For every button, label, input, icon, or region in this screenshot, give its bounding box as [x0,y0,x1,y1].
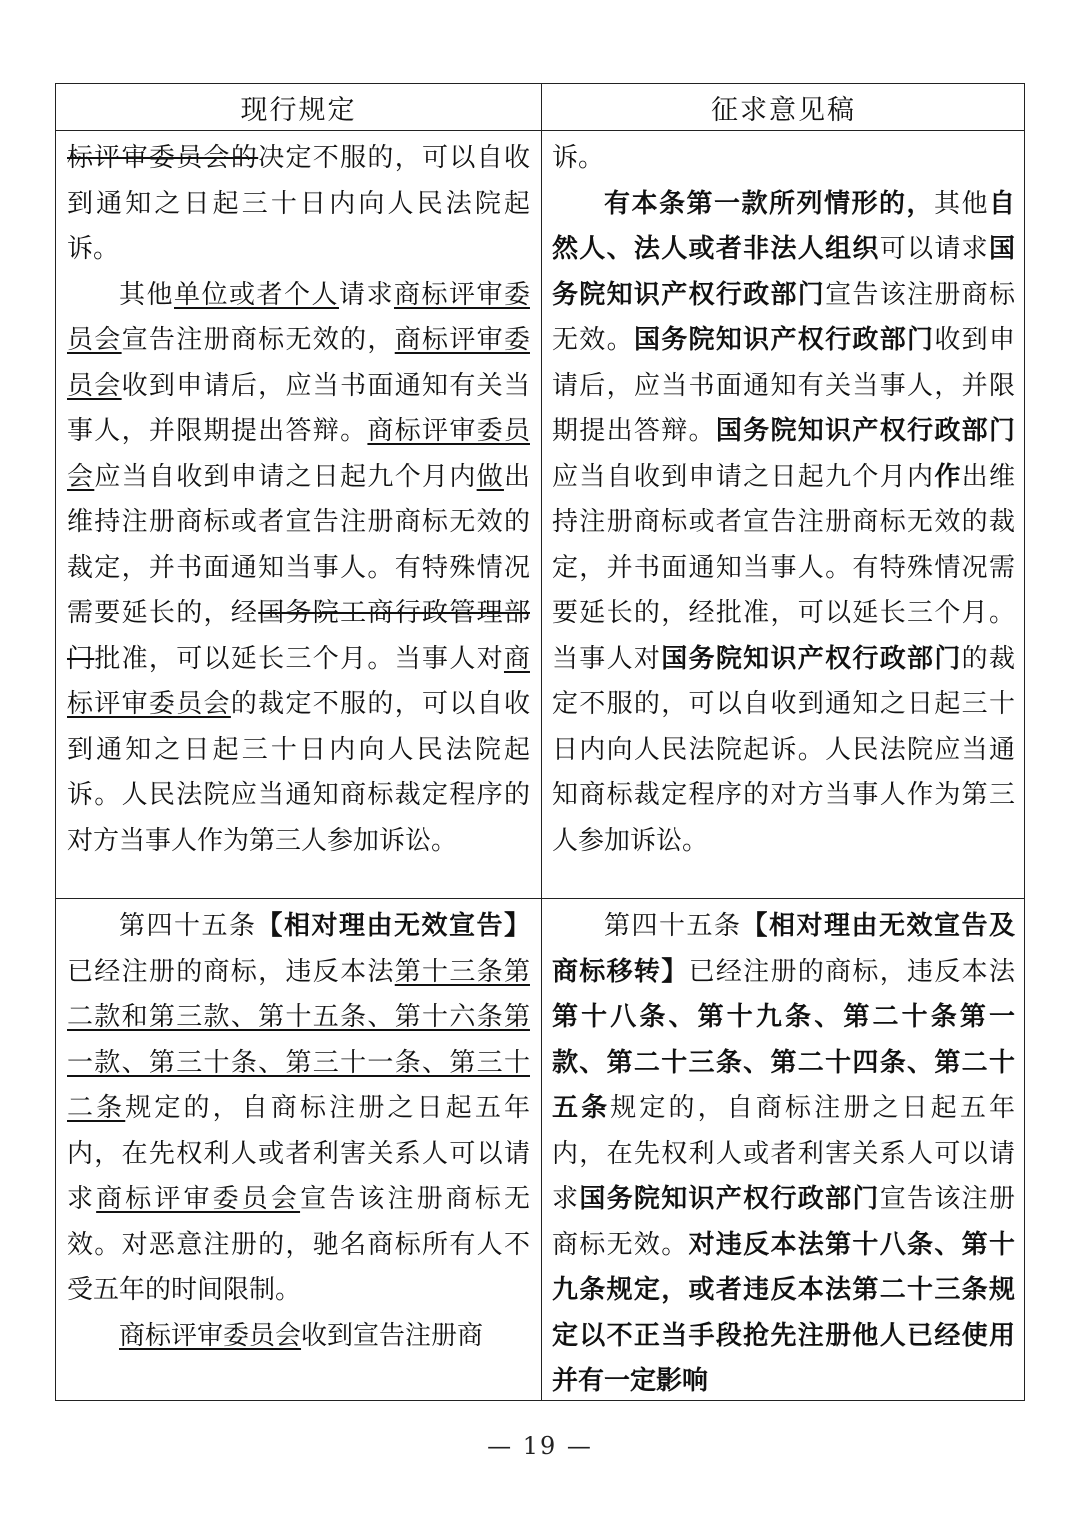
underlined-text: 做 [476,461,504,492]
bold-text: 国务院知识产权行政部门 [579,1184,880,1214]
paragraph [67,136,530,273]
paragraph [67,273,530,865]
bold-text: 【相对理由无效宣告】 [256,911,530,941]
text-run: 的裁定不服的，可以自收到通知之日起三十日内向人民法院起诉。人民法院应当通知商标裁定程序的对方当事人作为第三人参加诉讼。 [67,689,530,856]
row-divider [56,898,1024,899]
deleted-text: 国务院工商行政管理部门 [67,598,530,674]
underlined-text: 单位或者个人 [174,279,339,310]
bold-text: 国务院知识产权行政部门 [715,416,1015,446]
underlined-text: 第十三条第二款和第三款、第十五条、第十六条第一款、第三十条、第三十一条、第三十二条 [67,956,530,1123]
paragraph [67,904,530,1314]
header-current-rules: 现行规定 [240,94,357,126]
text-run: 已经注册的商标，违反本法 [67,956,395,987]
bold-text: 作 [934,461,962,492]
text-run: 应当自收到申请之日起九个月内 [552,461,935,492]
underlined-text: 商标评审委员会 [67,643,530,719]
bold-text: 自然人、法人或者非法人组织 [552,188,1015,264]
text-run: 宣告该注册商标无效。 [552,279,1015,355]
text-run: 出维持注册商标或者宣告注册商标无效的裁定，并书面通知当事人。有特殊情况需要延长的，经批准，可以延长三个月。当事人对 [552,461,1015,674]
row2-current-cell [67,904,530,1400]
column-divider [541,84,542,1400]
row1-current-cell [67,136,530,896]
underlined-text: 商标评审委员会 [96,1184,301,1214]
row1-draft-cell [552,136,1015,896]
underlined-text: 商标评审委员会 [119,1320,302,1351]
text-run: 收到宣告注册商 [301,1320,484,1351]
header-draft: 征求意见稿 [711,94,856,126]
bold-text: 国务院知识产权行政部门 [633,325,935,355]
paragraph [552,136,1015,182]
paragraph [552,904,1015,1400]
paragraph [552,182,1015,865]
row2-draft-cell [552,904,1015,1400]
text-run: 宣告该注册商标无效。对恶意注册的，驰名商标所有人不受五年的时间限制。 [67,1184,530,1305]
header-divider [56,130,1024,131]
underlined-text: 商标评审委员会 [67,416,530,492]
text-run: 其他 [119,279,174,310]
text-run: 请求 [338,279,394,310]
text-run: 宣告该注册商标无效。 [552,1184,1015,1260]
text-run: 收到申请后，应当书面通知有关当事人，并限期提出答辩。 [552,325,1015,446]
bold-text: 国务院知识产权行政部门 [661,643,962,674]
text-run: 规定的，自商标注册之日起五年内，在先权利人或者利害关系人可以请求 [67,1093,530,1214]
page-number: — 19 — [487,1432,593,1460]
text-run: 诉。 [552,143,605,173]
text-run: 应当自收到申请之日起九个月内 [94,461,477,492]
text-run: 已经注册的商标，违反本法 [688,956,1015,987]
paragraph [67,1314,530,1360]
bold-text: 国务院知识产权行政部门 [552,234,1015,310]
bold-text: 【相对理由无效宣告及商标移转】 [552,911,1015,987]
text-run: 宣告注册商标无效的， [121,325,395,355]
underlined-text: 商标评审委员会 [67,325,530,401]
text-run: 规定的，自商标注册之日起五年内，在先权利人或者利害关系人可以请求 [552,1093,1015,1214]
underlined-text: 商标评审委员会 [67,279,530,355]
text-run: 批准，可以延长三个月。当事人对 [94,643,504,674]
text-run: 决定不服的，可以自收到通知之日起三十日内向人民法院起诉。 [67,143,530,264]
text-run: 收到申请后，应当书面通知有关当事人，并限期提出答辩。 [67,370,530,446]
bold-text: 有本条第一款所列情形的， [604,188,934,219]
text-run: 第四十五条 [604,911,742,941]
bold-text: 第十八条、第十九条、第二十条第一款、第二十三条、第二十四条、第二十五条 [552,1002,1015,1123]
text-run: 出维持注册商标或者宣告注册商标无效的裁定，并书面通知当事人。有特殊情况需要延长的，经 [67,461,530,628]
text-run: 可以请求 [879,234,989,264]
text-run: 的裁定不服的，可以自收到通知之日起三十日内向人民法院起诉。人民法院应当通知商标裁定程序的对方当事人作为第三人参加诉讼。 [552,643,1015,856]
deleted-text: 标评审委员会的 [67,143,259,173]
comparison-table [55,83,1025,1401]
text-run: 第四十五条 [119,911,257,941]
text-run: 其他 [933,188,989,219]
bold-text: 对违反本法第十八条、第十九条规定，或者违反本法第二十三条规定以不正当手段抢先注册他人已经使用并有一定影响 [552,1229,1015,1396]
